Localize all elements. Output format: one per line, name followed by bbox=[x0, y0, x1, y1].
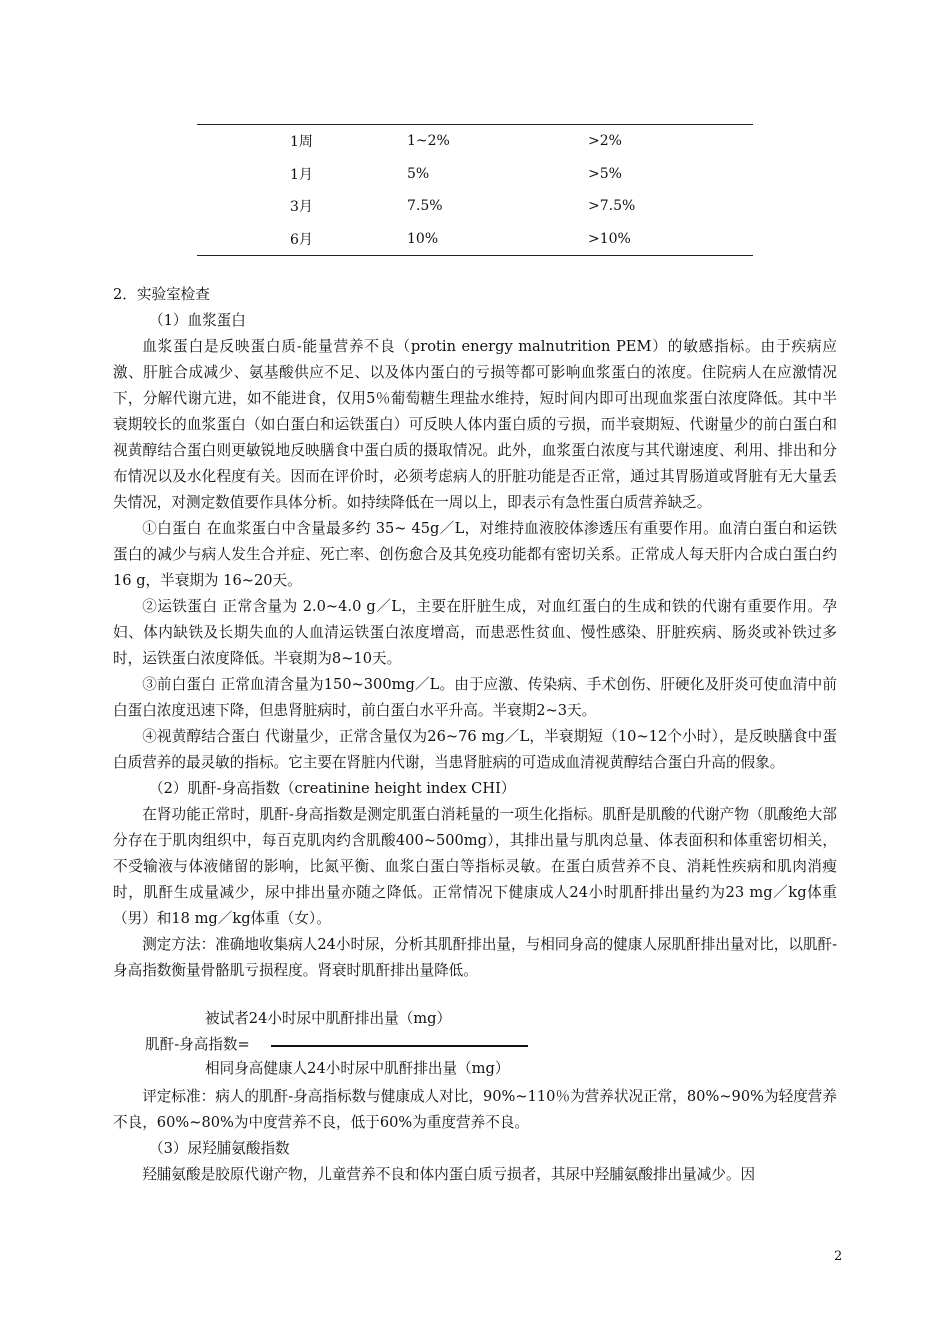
page-number: 2 bbox=[834, 1249, 843, 1264]
table-cell: >5% bbox=[588, 165, 622, 182]
formula-denominator: 相同身高健康人24小时尿中肌酐排出量（mg） bbox=[205, 1060, 510, 1077]
chi-formula bbox=[113, 1006, 837, 1084]
table-cell: 1周 bbox=[290, 134, 313, 151]
subsection-heading-chi: （2）肌酐-身高指数（creatinine height index CHI） bbox=[149, 780, 516, 797]
formula-numerator: 被试者24小时尿中肌酐排出量（mg） bbox=[205, 1010, 452, 1027]
table-cell: >2% bbox=[588, 133, 622, 150]
paragraph-albumin: ①白蛋白 在血浆蛋白中含量最多约 35~ 45g／L，对维持血液胶体渗透压有重要作用。血清白蛋白和运铁蛋白的减少与病人发生合并症、死亡率、创伤愈合及其免疫功能都有密切关系。正常成人每天肝内合成白蛋白约 16 g，半衰期为 16~20天。 bbox=[113, 520, 837, 589]
body-text bbox=[113, 282, 837, 1188]
weight-loss-table bbox=[197, 124, 753, 256]
formula-label: 肌酐-身高指数= bbox=[145, 1036, 250, 1053]
subsection-heading-hydroxyproline: （3）尿羟脯氨酸指数 bbox=[149, 1140, 290, 1157]
table-cell: 1月 bbox=[290, 166, 313, 183]
table-cell: 10% bbox=[407, 230, 439, 247]
table-row bbox=[197, 190, 753, 223]
table-cell: 1~2% bbox=[407, 133, 450, 150]
section-heading: 2．实验室检查 bbox=[113, 286, 210, 303]
table-cell: >7.5% bbox=[588, 198, 636, 215]
paragraph-chi: 在肾功能正常时，肌酐-身高指数是测定肌蛋白消耗量的一项生化指标。肌酐是肌酸的代谢产物（肌酸绝大部分存在于肌肉组织中，每百克肌肉约含肌酸400~500mg），其排出量与肌肉总量、体表面积和体重密切相关，不受输液与体液储留的影响，比氮平衡、血浆白蛋白等指标灵敏。在蛋白质营养不良、消耗性疾病和肌肉消瘦时，肌酐生成量减少，尿中排出量亦随之降低。正常情况下健康成人24小时肌酐排出量约为23 mg／kg体重（男）和18 mg／kg体重（女）。 bbox=[113, 806, 837, 927]
paragraph-plasma-protein: 血浆蛋白是反映蛋白质-能量营养不良（protin energy malnutrition PEM）的敏感指标。由于疾病应激、肝脏合成减少、氨基酸供应不足、以及体内蛋白的亏损等都可影响血浆蛋白的浓度。住院病人在应激情况下，分解代谢亢进，如不能进食，仅用5％葡萄糖生理盐水维持，短时间内即可出现血浆蛋白浓度降低。其中半衰期较长的血浆蛋白（如白蛋白和运铁蛋白）可反映人体内蛋白质的亏损，而半衰期短、代谢量少的前白蛋白和视黄醇结合蛋白则更敏锐地反映膳食中蛋白质的摄取情况。此外，血浆蛋白浓度与其代谢速度、利用、排出和分布情况以及水化程度有关。因而在评价时，必须考虑病人的肝脏功能是否正常，通过其胃肠道或肾脏有无大量丢失情况，对测定数值要作具体分析。如持续降低在一周以上，即表示有急性蛋白质营养缺乏。 bbox=[113, 338, 837, 511]
paragraph-method: 测定方法：准确地收集病人24小时尿，分析其肌酐排出量，与相同身高的健康人尿肌酐排出量对比，以肌酐-身高指数衡量骨骼肌亏损程度。肾衰时肌酐排出量降低。 bbox=[113, 936, 838, 979]
table-cell: 3月 bbox=[290, 199, 313, 216]
table-row bbox=[197, 158, 753, 191]
paragraph-criteria: 评定标准：病人的肌酐-身高指标数与健康成人对比，90%~110％为营养状况正常，80%~90%为轻度营养不良，60%~80%为中度营养不良，低于60%为重度营养不良。 bbox=[113, 1088, 837, 1131]
table-cell: 6月 bbox=[290, 231, 313, 248]
paragraph-prealbumin: ③前白蛋白 正常血清含量为150~300mg／L。由于应激、传染病、手术创伤、肝硬化及肝炎可使血清中前白蛋白浓度迅速下降，但患肾脏病时，前白蛋白水平升高。半衰期2~3天。 bbox=[113, 676, 837, 719]
table-cell: >10% bbox=[588, 230, 631, 247]
paragraph-transferrin: ②运铁蛋白 正常含量为 2.0~4.0 g／L，主要在肝脏生成，对血红蛋白的生成和铁的代谢有重要作用。孕妇、体内缺铁及长期失血的人血清运铁蛋白浓度增高，而患恶性贫血、慢性感染、肝脏疾病、肠炎或补铁过多时，运铁蛋白浓度降低。半衰期为8~10天。 bbox=[113, 598, 837, 667]
table-row bbox=[197, 223, 753, 256]
paragraph-hydroxyproline: 羟脯氨酸是胶原代谢产物，儿童营养不良和体内蛋白质亏损者，其尿中羟脯氨酸排出量减少。因 bbox=[142, 1166, 756, 1183]
subsection-heading-plasma-protein: （1）血浆蛋白 bbox=[149, 312, 246, 329]
table-cell: 5% bbox=[407, 165, 430, 182]
table-cell: 7.5% bbox=[407, 198, 443, 215]
fraction-bar bbox=[271, 1045, 528, 1047]
paragraph-retinol-binding-protein: ④视黄醇结合蛋白 代谢量少，正常含量仅为26~76 mg／L，半衰期短（10~12个小时），是反映膳食中蛋白质营养的最灵敏的指标。它主要在肾脏内代谢，当患肾脏病的可造成血清视黄醇结合蛋白升高的假象。 bbox=[113, 728, 837, 771]
table-row bbox=[197, 125, 753, 158]
